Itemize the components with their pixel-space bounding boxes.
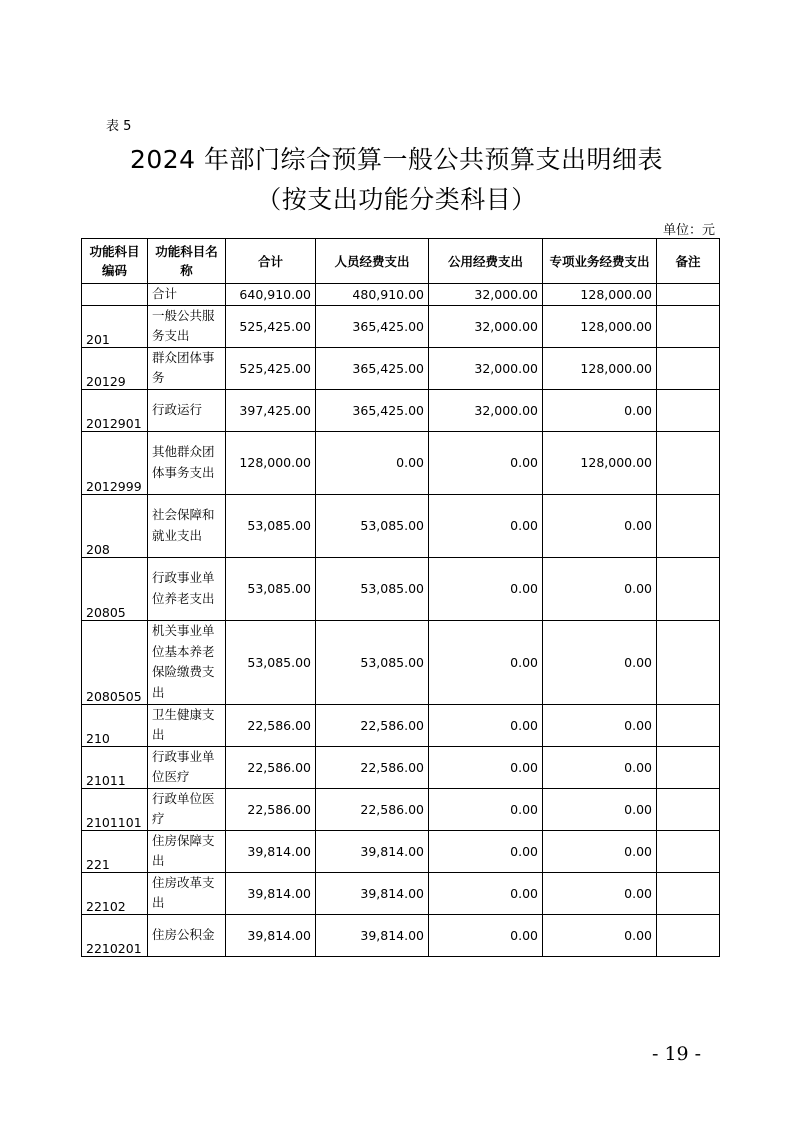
cell-code: 20805 [82, 557, 148, 620]
cell-total: 39,814.00 [226, 872, 316, 914]
table-row [82, 389, 720, 431]
cell-total: 22,586.00 [226, 746, 316, 788]
table-row [82, 746, 720, 788]
table-header-row [82, 239, 720, 284]
cell-personnel: 365,425.00 [316, 389, 429, 431]
column-header: 专项业务经费支出 [543, 239, 657, 284]
cell-personnel: 39,814.00 [316, 872, 429, 914]
cell-note [657, 494, 720, 557]
cell-code: 2101101 [82, 788, 148, 830]
cell-code: 21011 [82, 746, 148, 788]
table-row [82, 914, 720, 956]
page-subtitle: （按支出功能分类科目） [256, 185, 537, 214]
cell-note [657, 431, 720, 494]
cell-special: 128,000.00 [543, 347, 657, 389]
cell-name: 群众团体事务 [148, 347, 226, 389]
cell-special: 0.00 [543, 557, 657, 620]
cell-personnel: 39,814.00 [316, 830, 429, 872]
table-row [82, 872, 720, 914]
cell-public: 0.00 [429, 872, 543, 914]
cell-name: 机关事业单位基本养老保险缴费支出 [148, 620, 226, 704]
cell-special: 128,000.00 [543, 305, 657, 347]
cell-code: 22102 [82, 872, 148, 914]
column-header: 合计 [226, 239, 316, 284]
cell-public: 0.00 [429, 620, 543, 704]
cell-personnel: 365,425.00 [316, 305, 429, 347]
cell-name: 住房保障支出 [148, 830, 226, 872]
cell-name: 社会保障和就业支出 [148, 494, 226, 557]
cell-total: 22,586.00 [226, 704, 316, 746]
cell-note [657, 347, 720, 389]
cell-code: 210 [82, 704, 148, 746]
cell-note [657, 872, 720, 914]
cell-code: 221 [82, 830, 148, 872]
page-number: - 19 - [652, 1043, 702, 1065]
cell-public: 0.00 [429, 830, 543, 872]
column-header: 备注 [657, 239, 720, 284]
table-row [82, 830, 720, 872]
table-row [82, 557, 720, 620]
cell-note [657, 620, 720, 704]
cell-total: 397,425.00 [226, 389, 316, 431]
table-row [82, 494, 720, 557]
cell-note [657, 704, 720, 746]
cell-special: 0.00 [543, 746, 657, 788]
cell-personnel: 22,586.00 [316, 704, 429, 746]
cell-code [82, 284, 148, 306]
cell-personnel: 53,085.00 [316, 620, 429, 704]
cell-public: 0.00 [429, 914, 543, 956]
table-row [82, 347, 720, 389]
cell-total: 525,425.00 [226, 347, 316, 389]
cell-code: 2210201 [82, 914, 148, 956]
cell-code: 20129 [82, 347, 148, 389]
cell-total: 640,910.00 [226, 284, 316, 306]
cell-special: 0.00 [543, 872, 657, 914]
cell-personnel: 53,085.00 [316, 557, 429, 620]
cell-personnel: 22,586.00 [316, 746, 429, 788]
cell-code: 208 [82, 494, 148, 557]
cell-special: 0.00 [543, 620, 657, 704]
cell-name: 行政事业单位医疗 [148, 746, 226, 788]
cell-note [657, 914, 720, 956]
table-row [82, 788, 720, 830]
cell-note [657, 788, 720, 830]
cell-name: 卫生健康支出 [148, 704, 226, 746]
cell-note [657, 557, 720, 620]
table-row [82, 305, 720, 347]
cell-total: 53,085.00 [226, 620, 316, 704]
cell-note [657, 389, 720, 431]
cell-public: 32,000.00 [429, 305, 543, 347]
cell-note [657, 830, 720, 872]
cell-public: 0.00 [429, 494, 543, 557]
cell-public: 0.00 [429, 557, 543, 620]
cell-special: 0.00 [543, 389, 657, 431]
expenditure-table [81, 238, 720, 957]
cell-name: 住房公积金 [148, 914, 226, 956]
cell-total: 525,425.00 [226, 305, 316, 347]
cell-personnel: 480,910.00 [316, 284, 429, 306]
cell-name: 合计 [148, 284, 226, 306]
cell-total: 22,586.00 [226, 788, 316, 830]
cell-name: 行政运行 [148, 389, 226, 431]
cell-code: 201 [82, 305, 148, 347]
table-row [82, 431, 720, 494]
cell-special: 0.00 [543, 494, 657, 557]
cell-note [657, 305, 720, 347]
cell-special: 0.00 [543, 914, 657, 956]
cell-special: 0.00 [543, 704, 657, 746]
cell-code: 2012901 [82, 389, 148, 431]
cell-special: 0.00 [543, 830, 657, 872]
cell-public: 0.00 [429, 704, 543, 746]
cell-note [657, 746, 720, 788]
cell-name: 行政单位医疗 [148, 788, 226, 830]
cell-personnel: 39,814.00 [316, 914, 429, 956]
page-title: 2024 年部门综合预算一般公共预算支出明细表 [129, 145, 664, 174]
table-row [82, 704, 720, 746]
cell-personnel: 53,085.00 [316, 494, 429, 557]
cell-name: 一般公共服务支出 [148, 305, 226, 347]
cell-personnel: 22,586.00 [316, 788, 429, 830]
cell-public: 0.00 [429, 746, 543, 788]
cell-special: 0.00 [543, 788, 657, 830]
table-row [82, 284, 720, 306]
cell-personnel: 0.00 [316, 431, 429, 494]
cell-public: 32,000.00 [429, 347, 543, 389]
cell-special: 128,000.00 [543, 284, 657, 306]
cell-code: 2012999 [82, 431, 148, 494]
cell-public: 0.00 [429, 431, 543, 494]
table-label: 表 5 [106, 119, 132, 134]
unit-label: 单位：元 [662, 223, 715, 238]
cell-name: 行政事业单位养老支出 [148, 557, 226, 620]
cell-name: 其他群众团体事务支出 [148, 431, 226, 494]
cell-special: 128,000.00 [543, 431, 657, 494]
cell-total: 53,085.00 [226, 494, 316, 557]
cell-public: 32,000.00 [429, 389, 543, 431]
column-header: 功能科目编码 [82, 239, 148, 284]
cell-code: 2080505 [82, 620, 148, 704]
cell-total: 128,000.00 [226, 431, 316, 494]
cell-total: 53,085.00 [226, 557, 316, 620]
cell-total: 39,814.00 [226, 914, 316, 956]
column-header: 公用经费支出 [429, 239, 543, 284]
cell-total: 39,814.00 [226, 830, 316, 872]
cell-public: 32,000.00 [429, 284, 543, 306]
cell-note [657, 284, 720, 306]
column-header: 人员经费支出 [316, 239, 429, 284]
column-header: 功能科目名称 [148, 239, 226, 284]
cell-public: 0.00 [429, 788, 543, 830]
cell-personnel: 365,425.00 [316, 347, 429, 389]
cell-name: 住房改革支出 [148, 872, 226, 914]
table-row [82, 620, 720, 704]
